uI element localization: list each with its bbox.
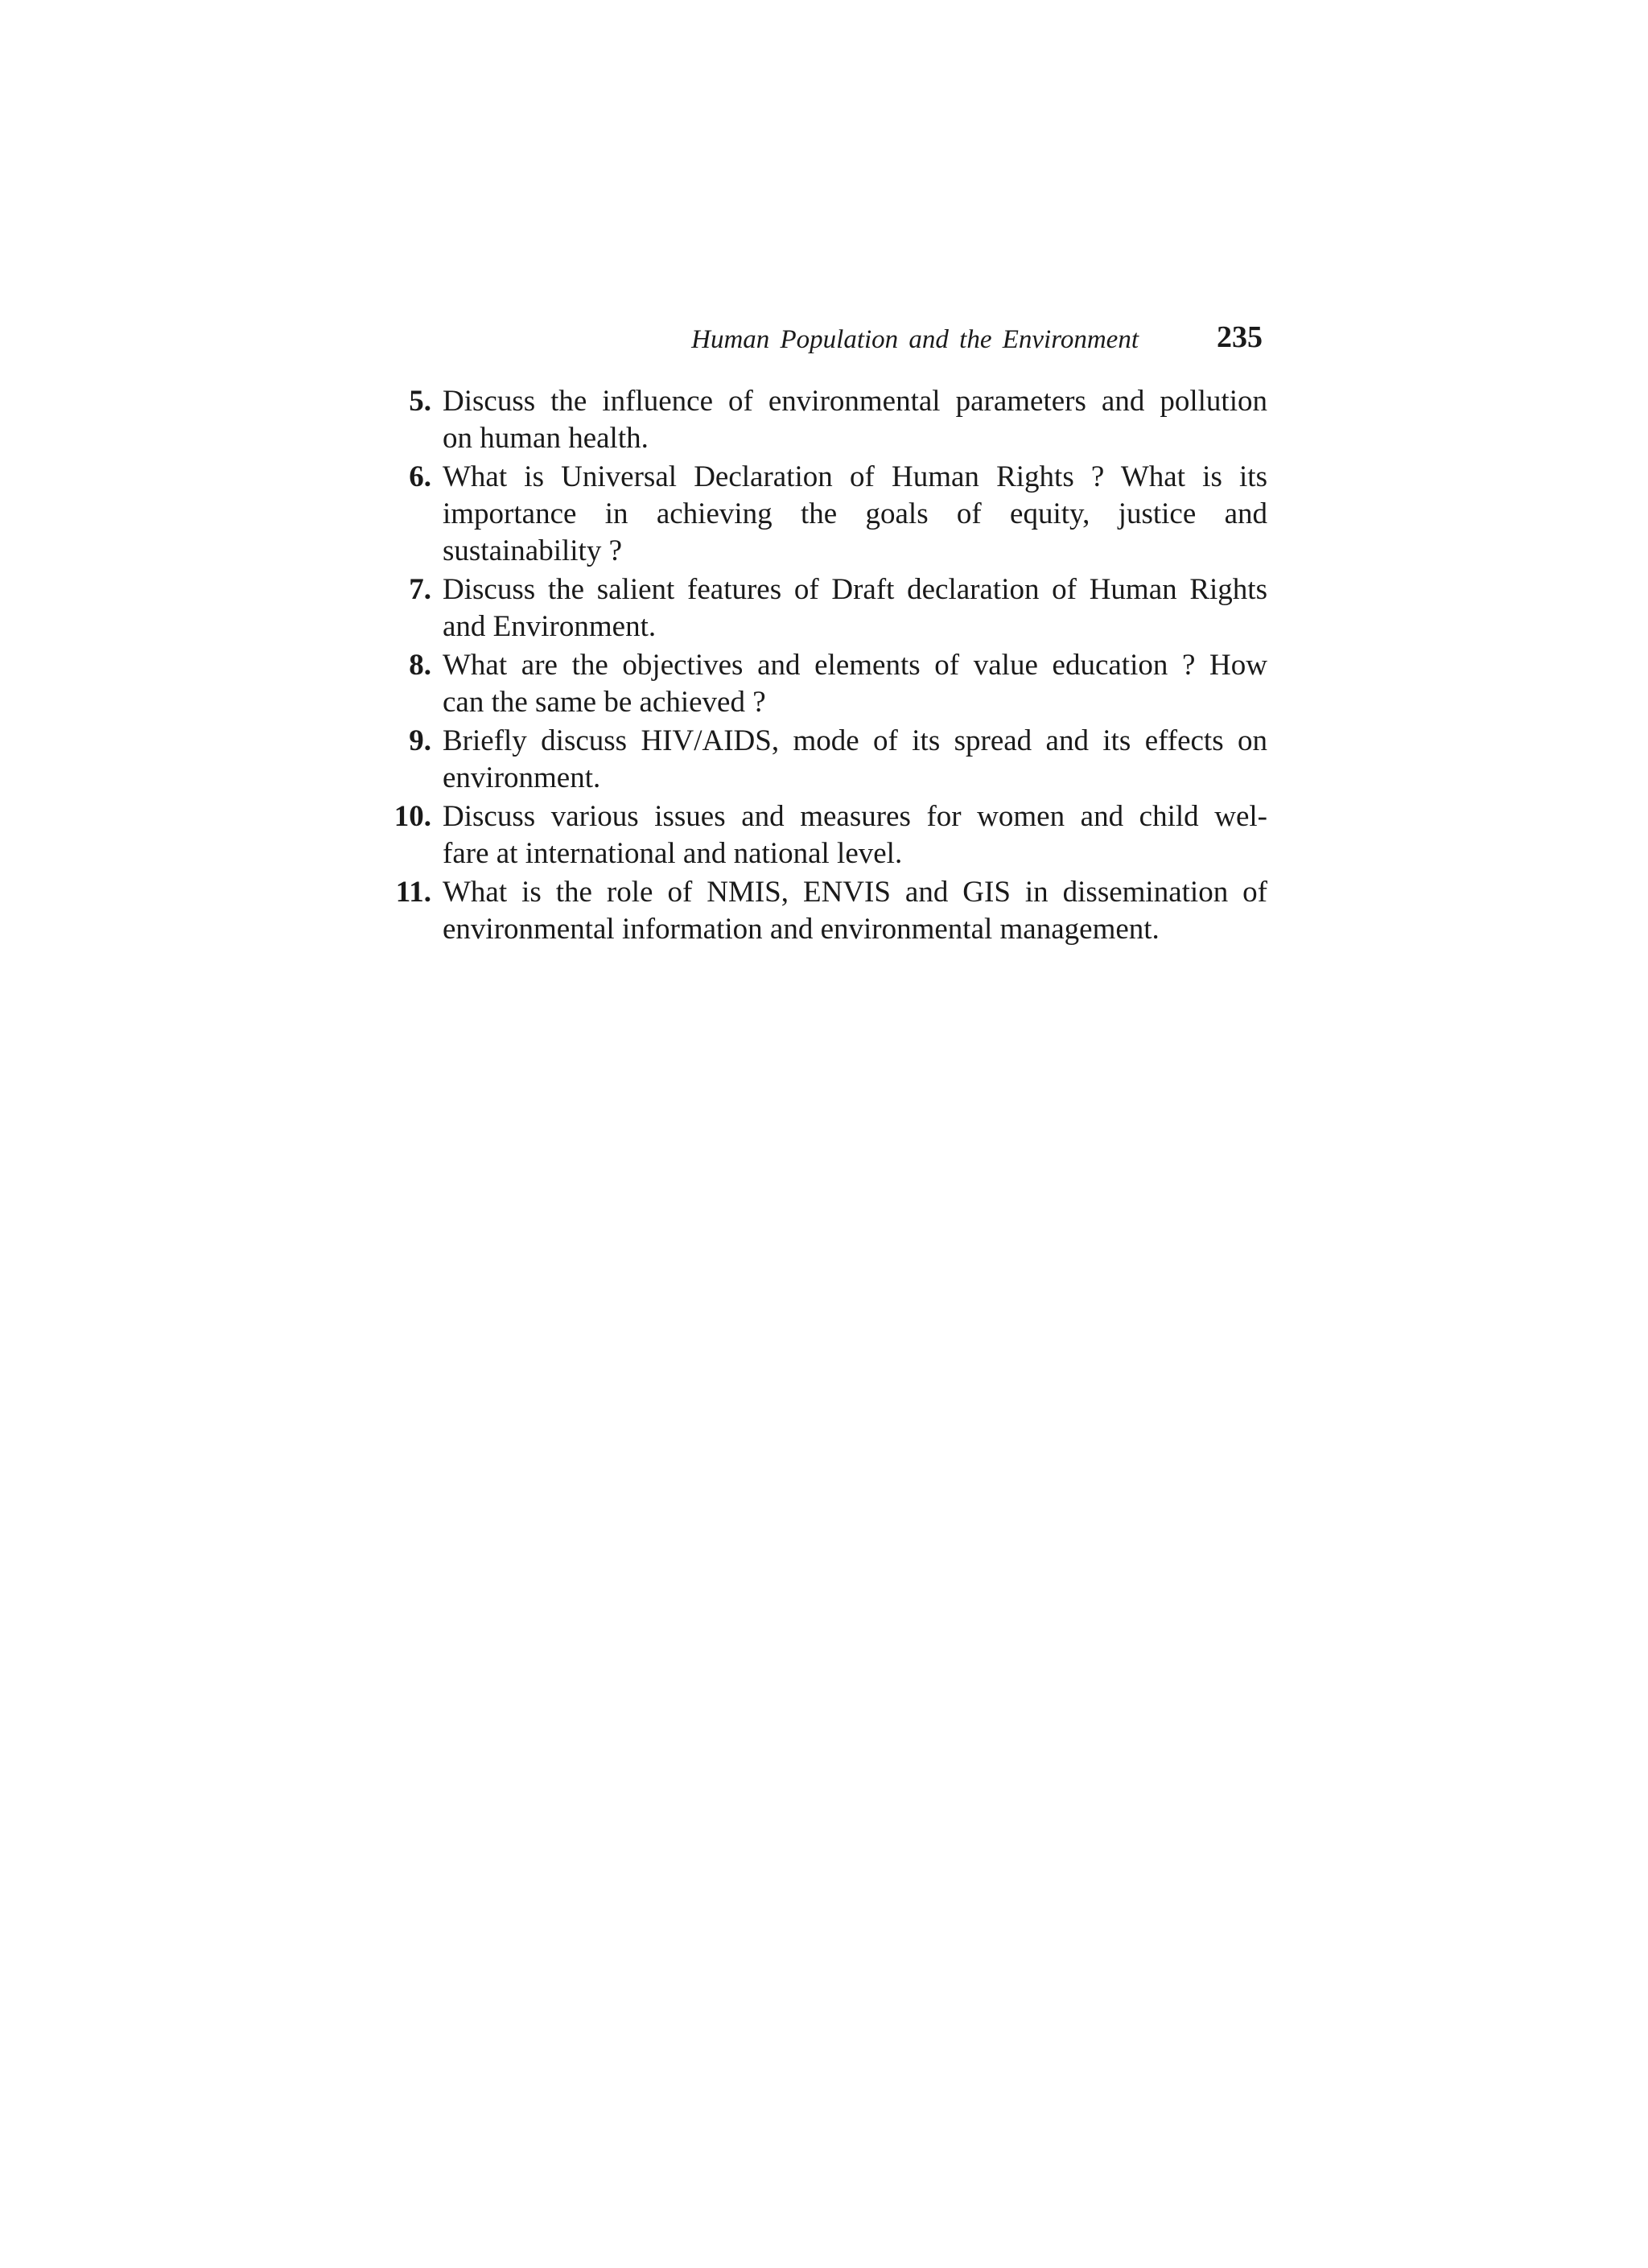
question-line: importance in achieving the goals of equity, justice and: [443, 497, 1267, 530]
question-item: [378, 647, 1267, 721]
question-line: on human health.: [443, 422, 649, 455]
question-item: [378, 571, 1267, 645]
question-number: 11.: [395, 876, 431, 909]
question-number: 10.: [393, 800, 431, 833]
question-line: environment.: [443, 761, 601, 794]
question-text: [443, 874, 1267, 948]
running-title: Human Population and the Environment: [691, 325, 1139, 354]
question-line: Discuss the salient features of Draft declaration of Human Rights: [443, 573, 1267, 606]
question-line: and Environment.: [443, 610, 657, 643]
question-line: What are the objectives and elements of value education ? How: [443, 649, 1267, 682]
running-head: [398, 319, 1267, 361]
question-number: 9.: [409, 724, 431, 757]
question-text: [443, 571, 1267, 645]
question-item: [378, 723, 1267, 797]
question-text: [443, 647, 1267, 721]
question-text: [443, 723, 1267, 797]
question-text: [443, 459, 1267, 570]
question-item: [378, 459, 1267, 570]
question-number: 6.: [409, 460, 431, 493]
question-item: [378, 798, 1267, 872]
question-line: fare at international and national level.: [443, 837, 903, 870]
question-line: environmental information and environmental management.: [443, 913, 1160, 946]
question-number: 8.: [409, 649, 431, 682]
question-text: [443, 798, 1267, 872]
question-text: [443, 383, 1267, 457]
page-number: 235: [1217, 320, 1263, 354]
question-line: Discuss various issues and measures for women and child wel-: [443, 800, 1267, 833]
question-number: 7.: [409, 573, 431, 606]
question-line: What is the role of NMIS, ENVIS and GIS in dissemination of: [443, 876, 1267, 909]
question-line: can the same be achieved ?: [443, 686, 766, 719]
question-line: Briefly discuss HIV/AIDS, mode of its spread and its effects on: [443, 724, 1267, 757]
question-number: 5.: [409, 385, 431, 418]
question-line: sustainability ?: [443, 534, 622, 567]
question-line: What is Universal Declaration of Human Rights ? What is its: [443, 460, 1267, 493]
question-list: [378, 383, 1267, 950]
question-item: [378, 383, 1267, 457]
question-line: Discuss the influence of environmental parameters and pollution: [443, 385, 1267, 418]
question-item: [378, 874, 1267, 948]
